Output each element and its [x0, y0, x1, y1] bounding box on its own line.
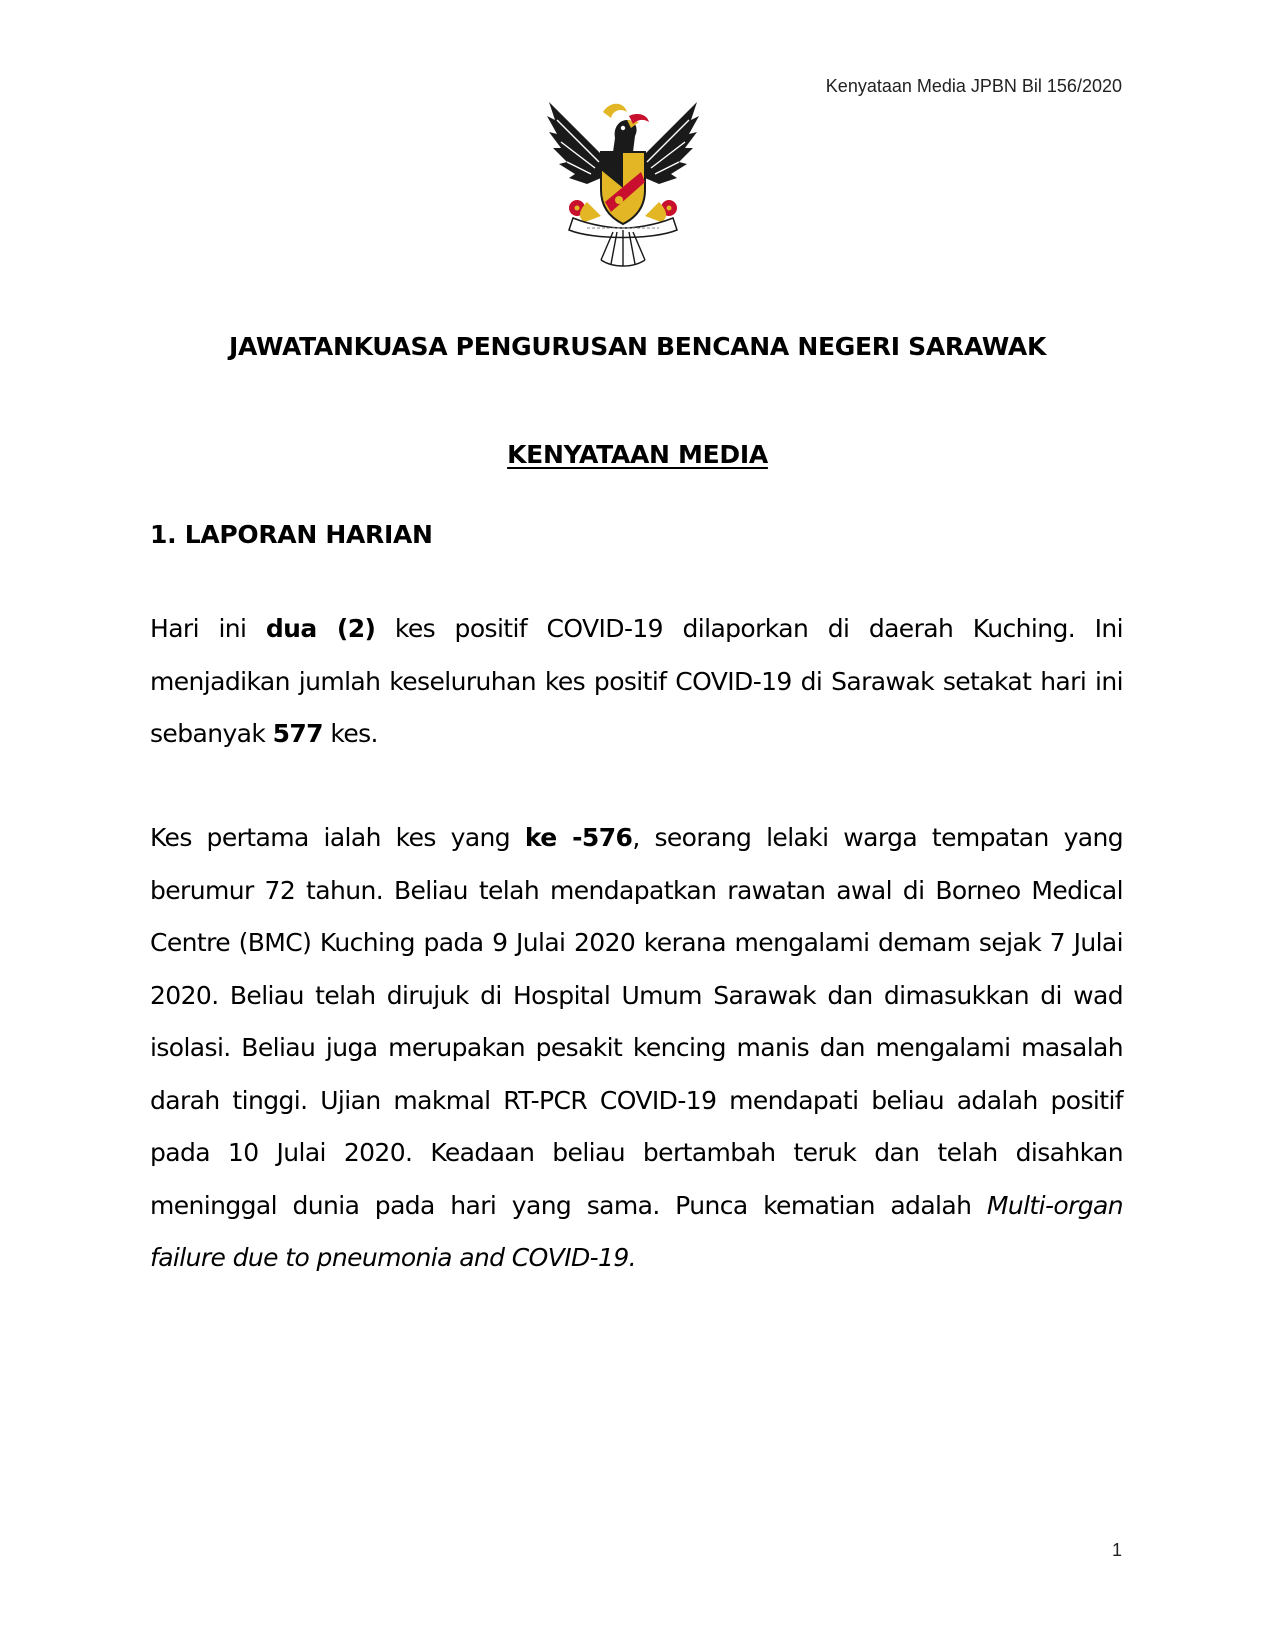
paragraph-text: kes positif COVID-19 dilaporkan di daerah Kuching. Ini menjadikan jumlah keseluruhan kes positif COVID-19 di Sarawak setakat hari ini sebanyak: [150, 614, 1123, 748]
paragraph-text: kes.: [322, 719, 378, 748]
page-number: 1: [1111, 1540, 1122, 1560]
paragraph-text: , seorang lelaki warga tempatan yang berumur 72 tahun. Beliau telah mendapatkan rawatan awal di Borneo Medical Centre (BMC) Kuching pada 9 Julai 2020 kerana mengalami demam sejak 7 Julai 2020. Beliau telah dirujuk di Hospital Umum Sarawak dan dimasukkan di wad isolasi. Beliau juga merupakan pesakit kencing manis dan mengalami masalah darah tinggi. Ujian makmal RT-PCR COVID-19 mendapati beliau adalah positif pada 10 Julai 2020. Keadaan beliau bertambah teruk dan telah disahkan meninggal dunia pada hari yang sama. Punca kematian adalah: [150, 823, 1123, 1220]
sarawak-coat-of-arms-icon: [543, 98, 703, 270]
paragraph-text: Hari ini: [150, 614, 266, 643]
document-title-text: KENYATAAN MEDIA: [507, 440, 768, 469]
case-number: ke -576: [524, 823, 633, 852]
paragraph-daily-cases: [150, 603, 1123, 761]
paragraph-text: Kes pertama ialah kes yang: [150, 823, 525, 852]
section-heading: 1. LAPORAN HARIAN: [150, 520, 433, 549]
cause-of-death: Multi-organ failure due to pneumonia and COVID-19.: [150, 1190, 1123, 1272]
document-reference: Kenyataan Media JPBN Bil 156/2020: [825, 76, 1122, 96]
document-title: [150, 440, 1125, 469]
total-cases-count: 577: [272, 719, 323, 748]
paragraph-case-details: [150, 812, 1123, 1285]
organization-title: JAWATANKUASA PENGURUSAN BENCANA NEGERI SARAWAK: [228, 332, 1047, 361]
new-cases-count: dua (2): [265, 614, 376, 643]
